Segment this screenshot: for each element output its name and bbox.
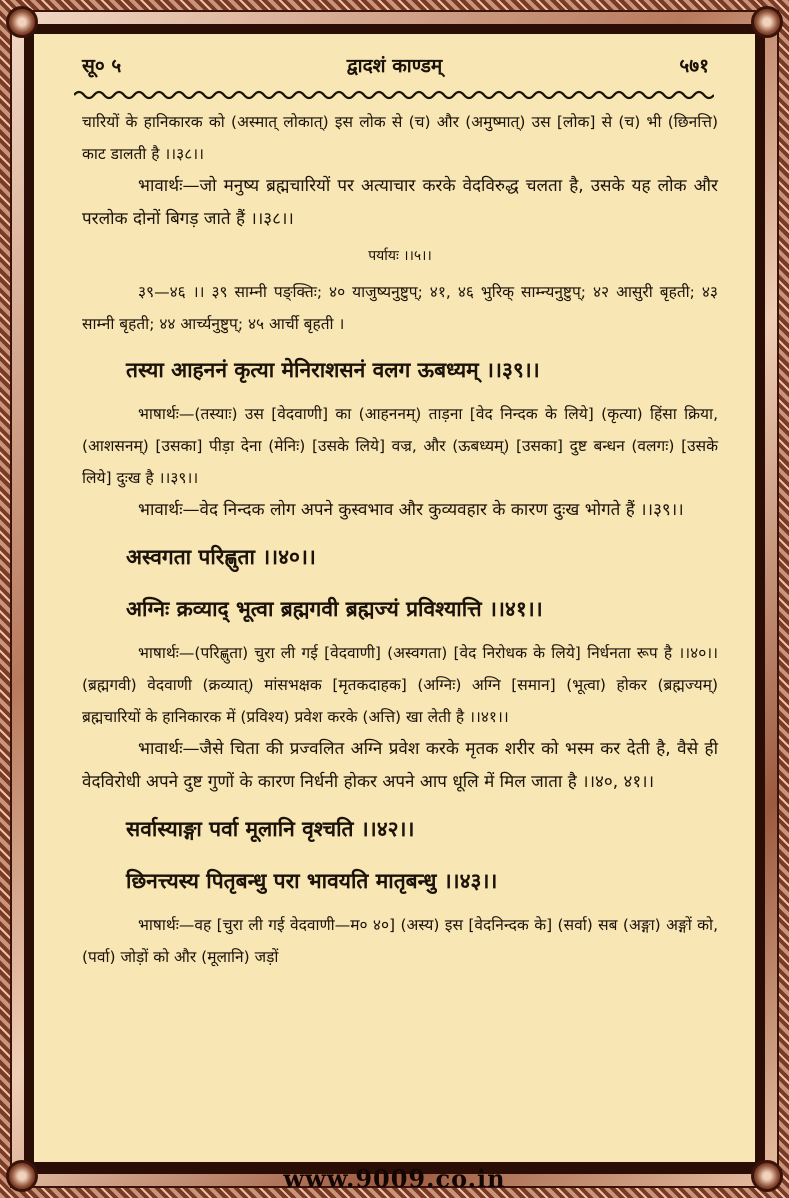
wavy-divider bbox=[74, 88, 714, 102]
bhashartha-40-41: भाषार्थः—(परिह्णुता) चुरा ली गई [वेदवाणी] (अस्वगता) [वेद निरोधक के लिये] निर्धनता रूप है ।।४०।। (ब्रह्मगवी) वेदवाणी (क्रव्यात्) मांसभक्षक [मृतकदाहक] (अग्निः) अग्नि [समान] (भूत्वा) होकर (ब्रह्मज्यम्) ब्रह्मचारियों के हानिकारक में (प्रविश्य) प्रवेश करके (अत्ति) खा लेती है ।।४१।। bbox=[82, 644, 718, 726]
verse-39: तस्या आहननं कृत्या मेनिराशसनं वलग ऊबध्यम् ।।३९।। bbox=[126, 357, 540, 382]
corner-ornament-icon bbox=[751, 6, 783, 38]
verse-40: अस्वगता परिह्णुता ।।४०।। bbox=[126, 544, 316, 569]
verse-41: अग्निः क्रव्याद् भूत्वा ब्रह्मगवी ब्रह्मज्यं प्रविश्यात्ति ।।४१।। bbox=[126, 596, 543, 621]
paragraph-38-end: चारियों के हानिकारक को (अस्मात् लोकात्) इस लोक से (च) और (अमुष्मात्) उस [लोक] से (च) भी (छिनत्ति) काट डालती है ।।३८।। bbox=[82, 113, 718, 163]
verse-42: सर्वास्याङ्गा पर्वा मूलानि वृश्चति ।।४२।। bbox=[126, 816, 415, 841]
bhashartha-42-43: भाषार्थः—वह [चुरा ली गई वेदवाणी—म० ४०] (अस्य) इस [वेदनिन्दक के] (सर्वा) सब (अङ्गा) अङ्गों को, (पर्वा) जोड़ों को और (मूलानि) जड़ों bbox=[82, 916, 718, 966]
bhashartha-39: भाषार्थः—(तस्याः) उस [वेदवाणी] का (आहननम्) ताड़ना [वेद निन्दक के लिये] (कृत्या) हिंसा क्रिया, (आशसनम्) [उसका] पीड़ा देना (मेनिः) [उसके लिये] वज्र, और (ऊबध्यम्) [उसका] दुष्ट बन्धन (वलगः) [उसके लिये] दुःख है ।।३९।। bbox=[82, 405, 718, 487]
page-header bbox=[34, 52, 755, 82]
sukta-number: सू० ५ bbox=[82, 55, 122, 77]
page-number: ५७१ bbox=[679, 55, 709, 77]
bhavartha-39: भावार्थः—वेद निन्दक लोग अपने कुस्वभाव और कुव्यवहार के कारण दुःख भोगते हैं ।।३९।। bbox=[138, 500, 684, 520]
page-title: द्वादशं काण्डम् bbox=[346, 55, 443, 77]
bhavartha-38: भावार्थः—जो मनुष्य ब्रह्मचारियों पर अत्याचार करके वेदविरुद्ध चलता है, उसके यह लोक और परलोक दोनों बिगड़ जाते हैं ।।३८।। bbox=[82, 176, 718, 229]
website-footer: www.9009.co.in bbox=[283, 1164, 506, 1193]
bhavartha-40-41: भावार्थः—जैसे चिता की प्रज्वलित अग्नि प्रवेश करके मृतक शरीर को भस्म कर देती है, वैसे ही वेदविरोधी अपने दुष्ट गुणों के कारण निर्धनी होकर अपने आप धूलि में मिल जाता है ।।४०, ४१।। bbox=[82, 739, 718, 792]
paryaya-heading: पर्यायः ।।५।। bbox=[368, 248, 432, 264]
page-body bbox=[82, 106, 718, 973]
book-page bbox=[34, 34, 755, 1162]
metre-note: ३९—४६ ।। ३९ साम्नी पङ्क्तिः; ४० याजुष्यनुष्टुप्; ४१, ४६ भुरिक् साम्न्यनुष्टुप्; ४२ आसुरी बृहती; ४३ साम्नी बृहती; ४४ आर्च्यनुष्टुप्; ४५ आर्ची बृहती । bbox=[82, 283, 718, 333]
verse-43: छिनत्त्यस्य पितृबन्धु परा भावयति मातृबन्धु ।।४३।। bbox=[126, 868, 498, 893]
